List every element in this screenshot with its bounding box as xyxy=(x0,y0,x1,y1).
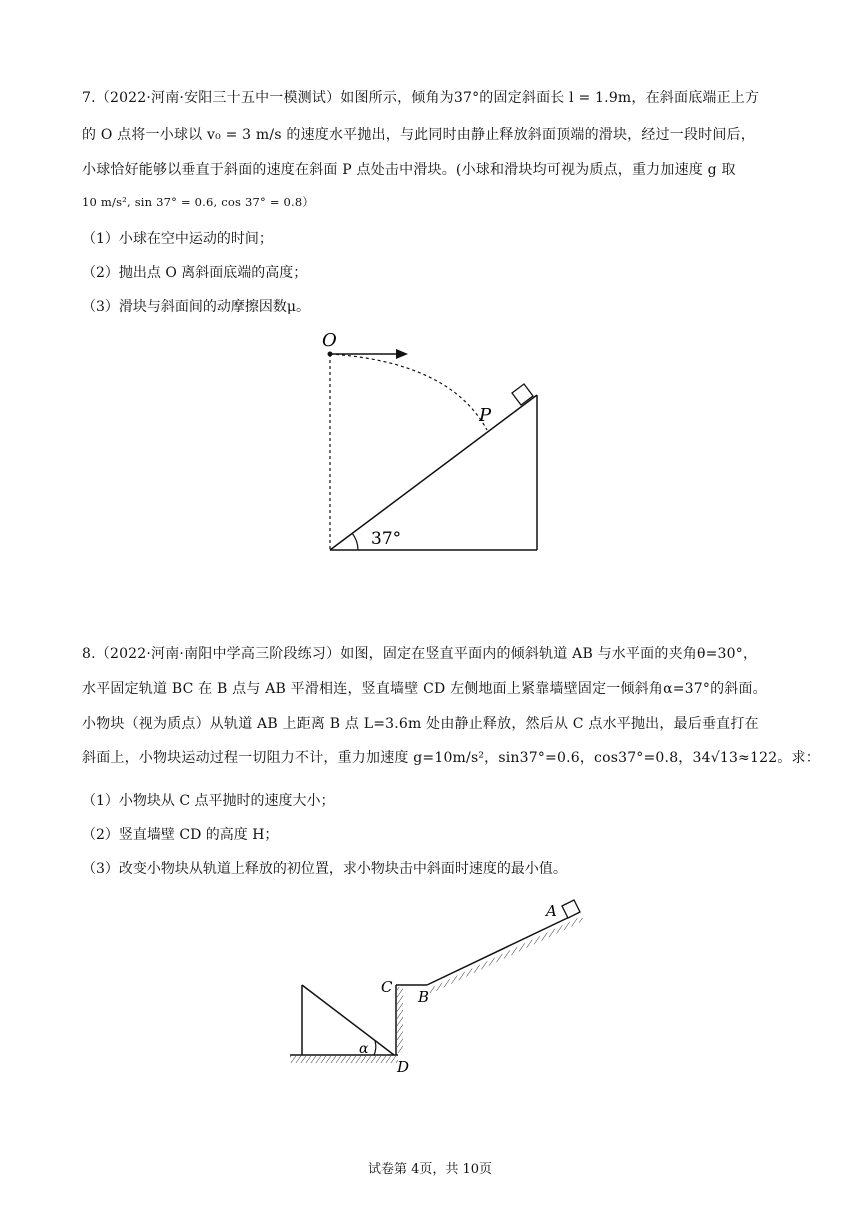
q8-subquestion-3: （3）改变小物块从轨道上释放的初位置，求小物块击中斜面时速度的最小值。 xyxy=(82,861,567,877)
q7-subquestion-2: （2）抛出点 O 离斜面底端的高度； xyxy=(82,265,308,281)
q8-line-3: 小物块（视为质点）从轨道 AB 上距离 B 点 L=3.6m 处由静止释放，然后从 C 点水平抛出，最后垂直打在 xyxy=(82,716,759,732)
q7-line-4: 10 m/s², sin 37° = 0.6, cos 37° = 0.8） xyxy=(82,195,315,209)
q8-alpha-arc xyxy=(374,1041,376,1055)
q8-subquestion-2: （2）竖直墙壁 CD 的高度 H； xyxy=(82,827,279,843)
q8-line-4: 斜面上，小物块运动过程一切阻力不计，重力加速度 g=10m/s²，sin37°=0.6，cos37°=0.8，34√13≈122。求： xyxy=(82,750,820,766)
q7-trajectory xyxy=(330,354,487,430)
q7-label-p: P xyxy=(479,405,492,426)
q8-label-d: D xyxy=(397,1058,410,1076)
q8-label-c: C xyxy=(381,978,393,996)
q8-label-alpha: α xyxy=(359,1041,369,1057)
q8-wall-hatching xyxy=(397,987,403,1053)
q7-label-o: O xyxy=(322,330,337,351)
q8-line-2: 水平固定轨道 BC 在 B 点与 AB 平滑相连，竖直墙壁 CD 左侧地面上紧靠墙壁固定一倾斜角α=37°的斜面。 xyxy=(82,681,767,697)
q8-label-b: B xyxy=(418,988,430,1006)
q8-figure xyxy=(280,890,600,1080)
q7-line-3: 小球恰好能够以垂直于斜面的速度在斜面 P 点处击中滑块。(小球和滑块均可视为质点，重力加速度 g 取 xyxy=(82,162,736,178)
q8-subquestion-1: （1）小物块从 C 点平抛时的速度大小； xyxy=(82,793,335,809)
q7-subquestion-1: （1）小球在空中运动的时间； xyxy=(82,231,273,247)
q7-slider-block xyxy=(512,384,533,405)
q7-incline-surface xyxy=(330,395,537,550)
q7-angle-arc xyxy=(352,533,358,550)
q7-label-angle: 37° xyxy=(371,529,402,549)
q8-track-hatching xyxy=(429,916,583,994)
q8-block xyxy=(562,900,580,918)
q8-label-a: A xyxy=(546,902,557,920)
q8-ground-hatching xyxy=(290,1056,398,1063)
q8-track-ab xyxy=(427,912,580,985)
q7-subquestion-3: （3）滑块与斜面间的动摩擦因数μ。 xyxy=(82,299,311,315)
q8-line-1: 8.（2022·河南·南阳中学高三阶段练习）如图，固定在竖直平面内的倾斜轨道 AB 与水平面的夹角θ=30°， xyxy=(82,646,758,662)
q7-line-2: 的 O 点将一小球以 v₀ = 3 m/s 的速度水平抛出，与此同时由静止释放斜面顶端的滑块，经过一段时间后， xyxy=(82,127,755,143)
q7-figure xyxy=(310,320,560,560)
q7-line-1: 7.（2022·河南·安阳三十五中一模测试）如图所示，倾角为37°的固定斜面长 l = 1.9m，在斜面底端正上方 xyxy=(82,90,760,106)
page-footer: 试卷第 4页，共 10页 xyxy=(367,1162,493,1177)
q7-arrowhead xyxy=(396,349,408,359)
